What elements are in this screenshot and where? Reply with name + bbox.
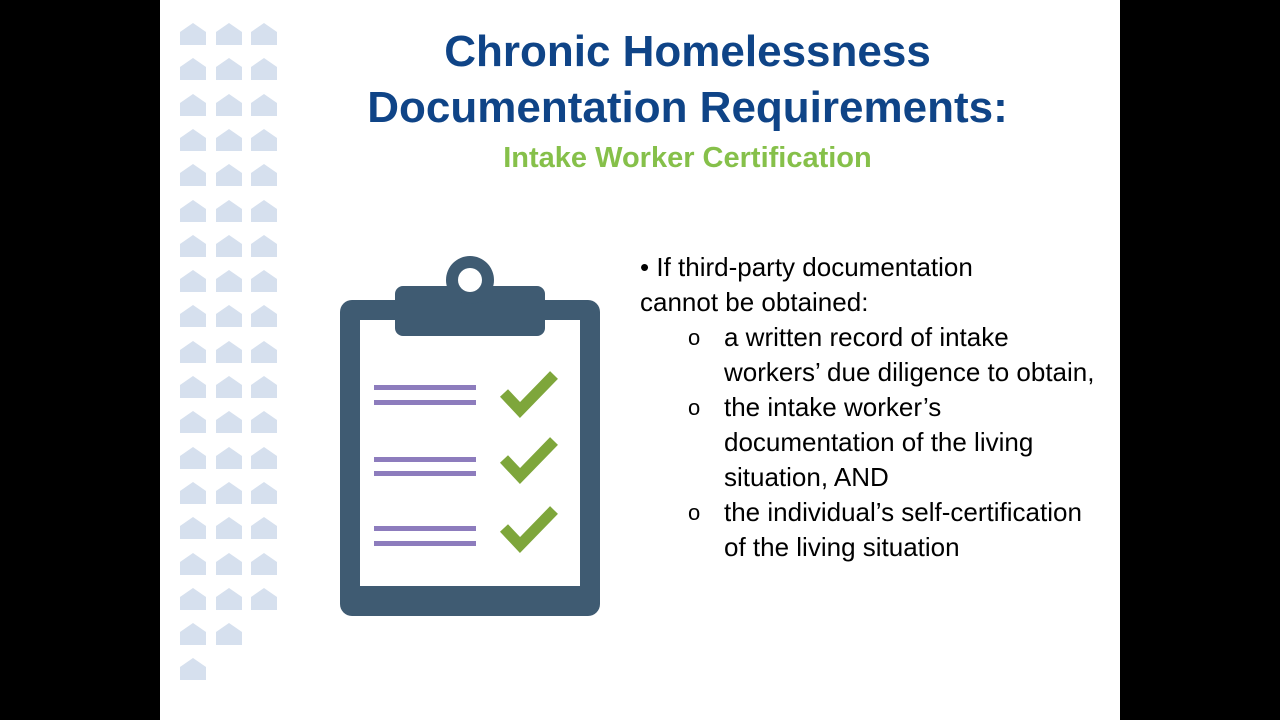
house-icon — [216, 235, 242, 257]
house-icon — [216, 270, 242, 292]
sub-bullet-item — [688, 495, 1110, 565]
house-icon — [251, 305, 277, 327]
house-icon — [251, 200, 277, 222]
house-icon — [216, 588, 242, 610]
house-icon — [216, 200, 242, 222]
title-line-1: Chronic Homelessness — [444, 27, 931, 76]
house-icon — [180, 411, 206, 433]
clipboard-checklist-icon — [340, 256, 600, 616]
title-line-2: Documentation Requirements: — [367, 83, 1008, 132]
house-icon — [216, 447, 242, 469]
sub-bullet-text: the intake worker’s documentation of the living situation, AND — [724, 392, 1034, 492]
house-icon — [251, 341, 277, 363]
house-icon — [216, 411, 242, 433]
sub-bullet-marker: o — [688, 325, 701, 350]
checklist-line — [374, 457, 476, 462]
checklist-line — [374, 471, 476, 476]
house-icon — [180, 305, 206, 327]
bullet-list — [640, 250, 1110, 565]
house-icon — [251, 588, 277, 610]
house-icon — [180, 235, 206, 257]
checklist-line — [374, 541, 476, 546]
house-icon — [216, 341, 242, 363]
house-icon — [251, 553, 277, 575]
house-icon — [216, 305, 242, 327]
checklist-line — [374, 400, 476, 405]
house-icon — [251, 235, 277, 257]
house-icon — [251, 376, 277, 398]
bullet-text-line-2: cannot be obtained: — [640, 287, 869, 317]
slide-title — [160, 24, 1215, 136]
house-icon — [180, 376, 206, 398]
house-icon — [180, 658, 206, 680]
clipboard-ring-hole — [458, 268, 482, 292]
house-icon — [251, 411, 277, 433]
checklist-line — [374, 526, 476, 531]
house-icon — [251, 517, 277, 539]
sub-bullet-marker: o — [688, 395, 701, 420]
sub-bullet-item — [688, 390, 1110, 495]
bullet-text-line-1: If third-party documentation — [656, 252, 973, 282]
sub-bullet-text: a written record of intake workers’ due diligence to obtain, — [724, 322, 1095, 387]
house-icon — [180, 200, 206, 222]
house-icon — [251, 482, 277, 504]
house-icon — [180, 341, 206, 363]
house-icon — [180, 270, 206, 292]
sub-bullet-text: the individual’s self-certification of the living situation — [724, 497, 1082, 562]
house-icon — [180, 447, 206, 469]
house-icon — [251, 270, 277, 292]
house-icon — [180, 623, 206, 645]
house-icon — [251, 447, 277, 469]
house-icon — [216, 553, 242, 575]
house-icon — [216, 482, 242, 504]
house-icon — [180, 553, 206, 575]
house-icon — [216, 623, 242, 645]
house-icon — [180, 588, 206, 610]
house-icon — [216, 376, 242, 398]
house-icon — [216, 517, 242, 539]
sub-bullet-marker: o — [688, 500, 701, 525]
sub-bullet-item — [688, 320, 1110, 390]
house-icon — [180, 517, 206, 539]
bullet-marker: • — [640, 252, 650, 282]
house-icon — [180, 482, 206, 504]
bullet-item — [640, 250, 1110, 320]
checklist-line — [374, 385, 476, 390]
slide-subtitle: Intake Worker Certification — [503, 142, 872, 174]
